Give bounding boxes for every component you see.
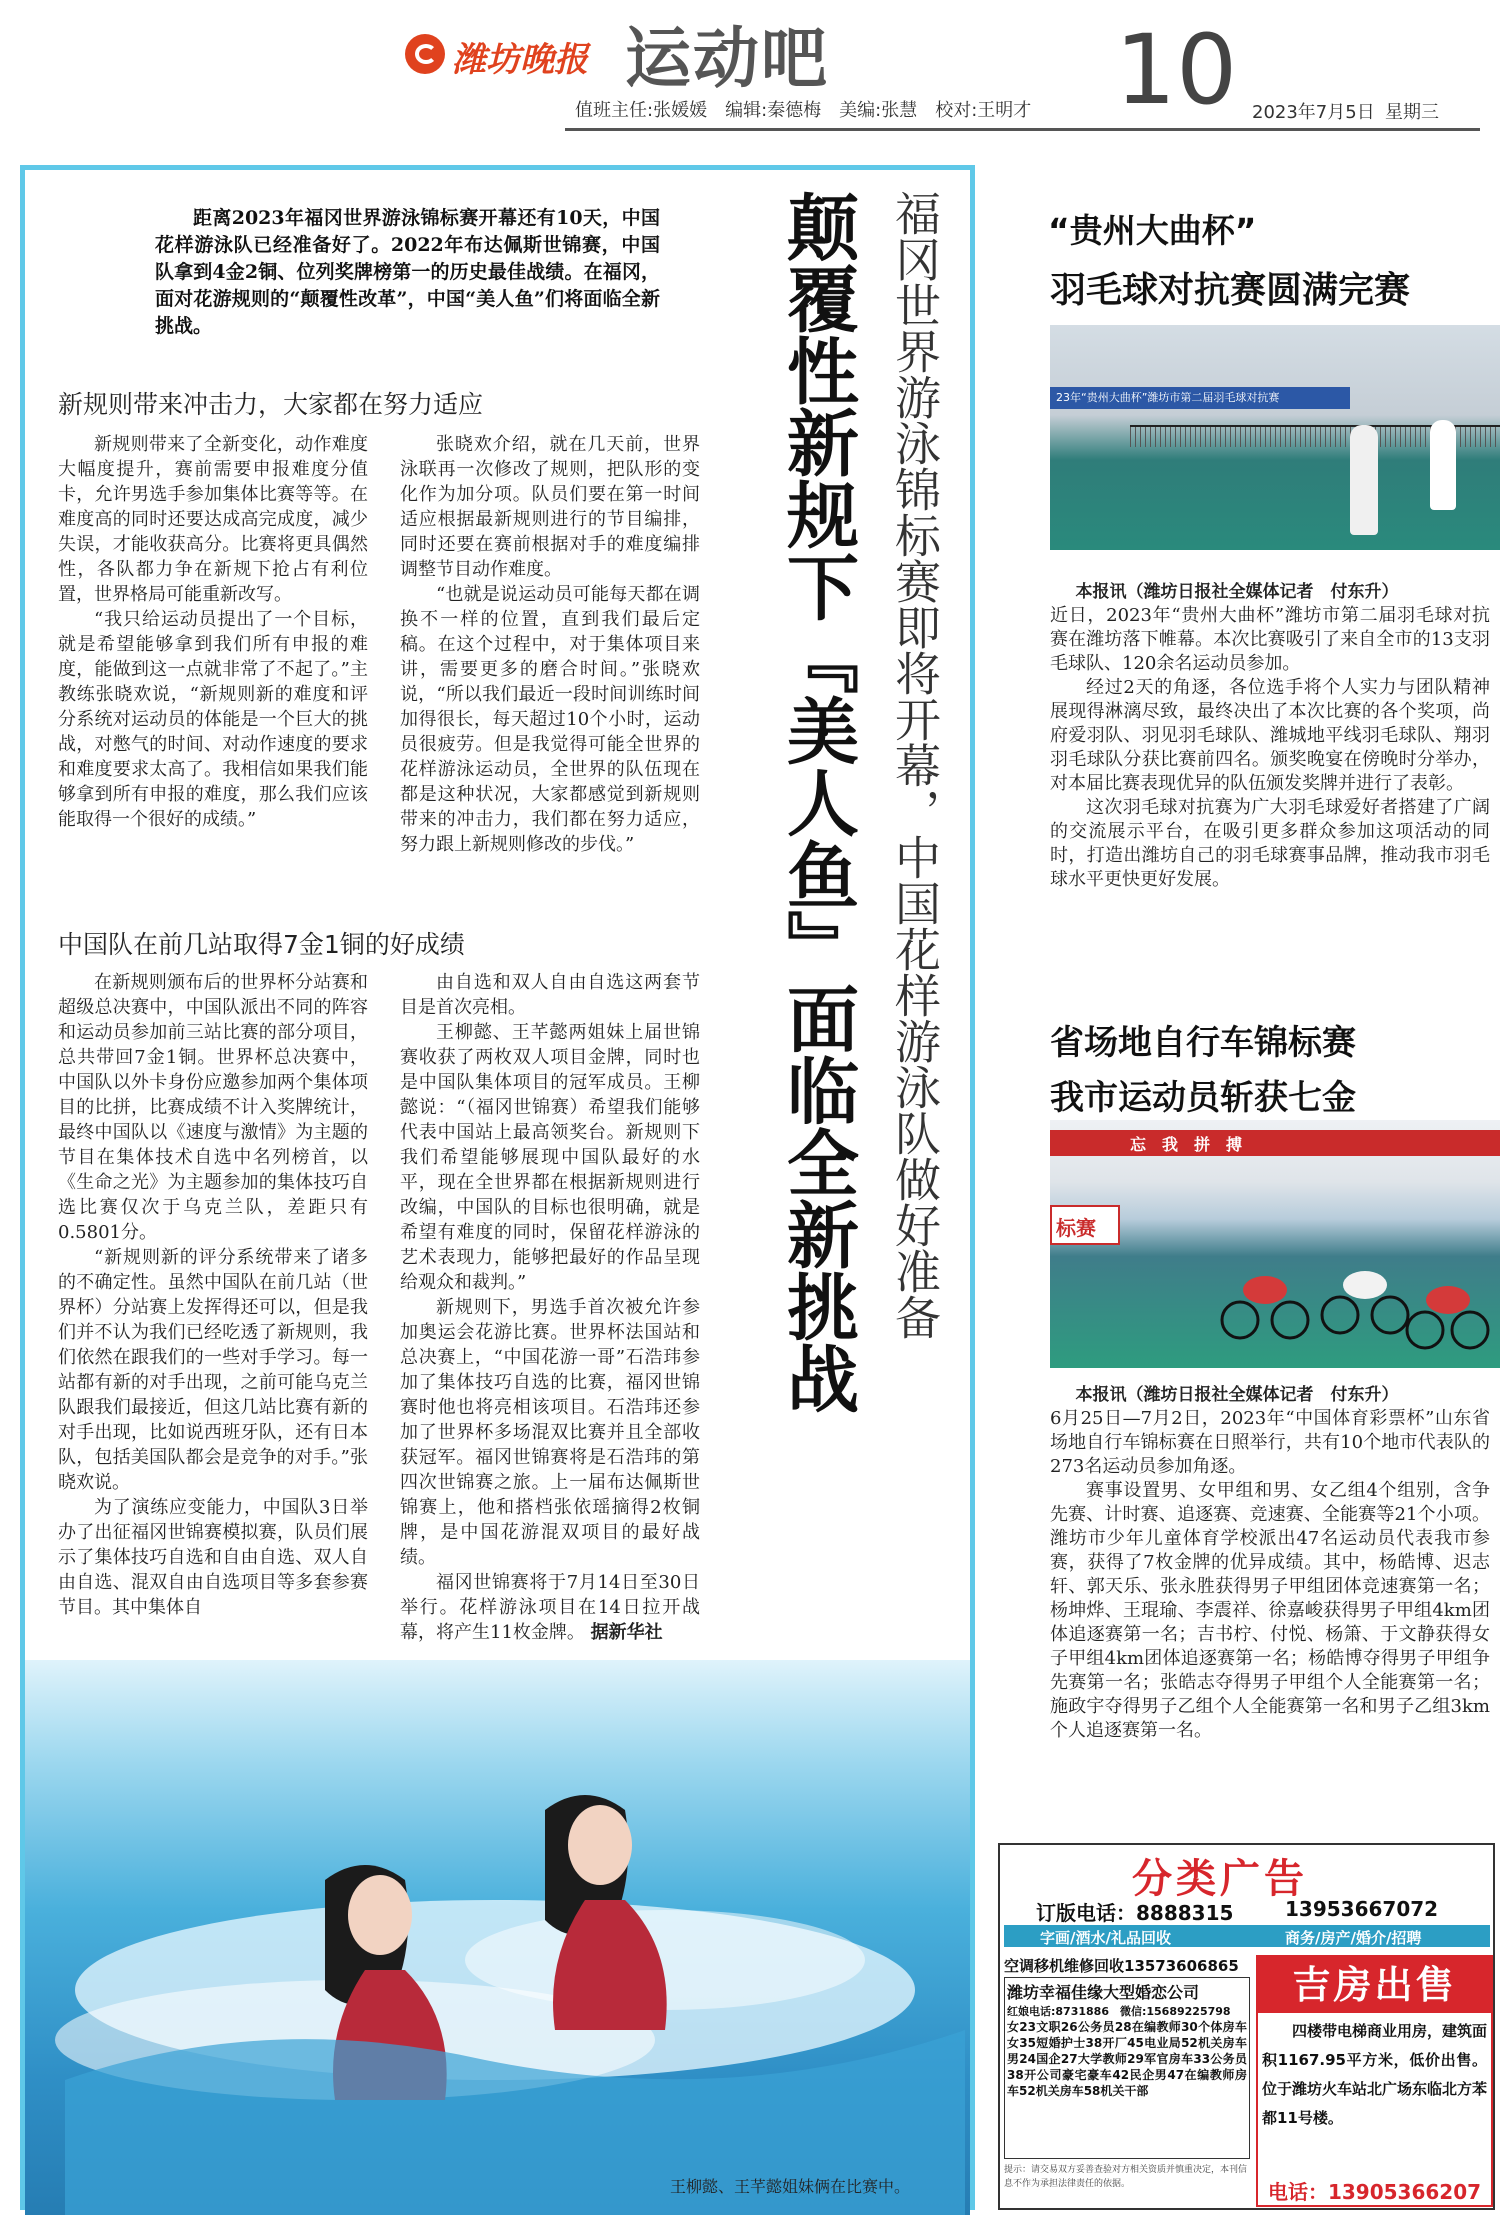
section-title: 运动吧 [625, 19, 829, 97]
subheading-new-rules: 新规则带来冲击力，大家都在努力适应 [58, 390, 484, 419]
article-column-2b [400, 970, 700, 1645]
paragraph: 这次羽毛球对抗赛为广大羽毛球爱好者搭建了广阔的交流展示平台，在吸引更多群众参加这项活动的同时，打造出潍坊自己的羽毛球赛事品牌，推动我市羽毛球水平更快更好发展。 [1050, 797, 1490, 890]
cycling-title-1: 省场地自行车锦标赛 [1050, 1023, 1356, 1063]
ad-ac-repair: 空调移机维修回收13573606865 [1004, 1957, 1239, 1975]
paragraph: 6月25日—7月2日，2023年“中国体育彩票杯”山东省场地自行车锦标赛在日照举行，共有10个地市代表队的273名运动员参加角逐。 [1050, 1408, 1490, 1477]
event-sign-text: 标赛 [1056, 1216, 1096, 1240]
paragraph: 新规则下，男选手首次被允许参加奥运会花游比赛。世界杯法国站和总决赛上，“中国花游一哥”石浩玮参加了集体技巧自选的比赛，福冈世锦赛时他也将亮相该项目。石浩玮还参加了世界杯多场混双比赛并且全部收获冠军。福冈世锦赛将是石浩玮的第四次世锦赛之旅。上一届布达佩斯世锦赛上，他和搭档张依瑶摘得2枚铜牌，是中国花游混双项目的最好战绩。 [400, 1297, 700, 1568]
paragraph: 张晓欢介绍，就在几天前，世界泳联再一次修改了规则，把队形的变化作为加分项。队员们要在第一时间适应根据最新规则进行的节目编排，同时还要在赛前根据对手的难度编排调整节目动作难度。 [400, 434, 700, 580]
cycling-photo [1050, 1120, 1500, 1368]
logo-emblem-icon-mark [415, 44, 437, 64]
badminton-photo [1050, 325, 1500, 550]
ads-category-1: 字画/酒水/礼品回收 [1040, 1929, 1171, 1947]
editors-line: 值班主任:张媛媛 编辑:秦德梅 美编:张慧 校对:王明才 [575, 100, 1032, 121]
ads-category-2: 商务/房产/婚介/招聘 [1285, 1929, 1422, 1947]
house-sale-phone: 电话：13905366207 [1267, 2180, 1482, 2204]
paragraph-text: 福冈世锦赛将于7月14日至30日举行。花样游泳项目在14日拉开战幕，将产生11枚金牌。 [400, 1572, 700, 1643]
player-figure [1430, 420, 1456, 510]
badminton-banner-text: 23年“贵州大曲杯”潍坊市第二届羽毛球对抗赛 [1056, 391, 1280, 404]
paragraph: 在新规则颁布后的世界杯分站赛和超级总决赛中，中国队派出不同的阵容和运动员参加前三站比赛的部分项目，总共带回7金1铜。世界杯总决赛中，中国队以外卡身份应邀参加两个集体项目的比拼，比赛成绩不计入奖牌统计，最终中国队以《速度与激情》为主题的节目在集体技术自选中名列榜首，以《生命之光》为主题参加的集体技巧自选比赛仅次于乌克兰队，差距只有0.5801分。 [58, 972, 368, 1243]
issue-weekday: 星期三 [1385, 102, 1439, 123]
paragraph: 由自选和双人自由自选这两套节目是首次亮相。 [400, 972, 700, 1018]
player-figure [1350, 425, 1378, 535]
swimming-photo [25, 1660, 970, 2215]
paragraph: “也就是说运动员可能每天都在调换不一样的位置，直到我们最后定稿。在这个过程中，对于集体项目来讲，需要更多的磨合时间。”张晓欢说，“所以我们最近一段时间训练时间加得很长，每天超过10个小时，运动员很疲劳。但是我觉得可能全世界的花样游泳运动员，全世界的队伍现在都是这种状况，大家都感觉到新规则带来的冲击力，我们都在努力适应，努力跟上新规则修改的步伐。” [400, 584, 700, 855]
page-number: 10 [1115, 14, 1238, 126]
paragraph: 近日，2023年“贵州大曲杯”潍坊市第二届羽毛球对抗赛在潍坊落下帷幕。本次比赛吸引了来自全市的13支羽毛球队、120余名运动员参加。 [1050, 605, 1490, 674]
article-column-1a [58, 432, 368, 832]
house-sale-title: 吉房出售 [1258, 1957, 1491, 2013]
paragraph: 经过2天的角逐，各位选手将个人实力与团队精神展现得淋漓尽致，最终决出了本次比赛的各个奖项，尚府爱羽队、羽见羽毛球队、潍城地平线羽毛球队、翔羽羽毛球队分获比赛前四名。颁奖晚宴在傍晚时分举办，对本届比赛表现优异的队伍颁发奖牌并进行了表彰。 [1050, 677, 1490, 794]
paragraph [400, 1570, 700, 1645]
ads-mobile: 13953667072 [1285, 1897, 1439, 1921]
classified-ads [998, 1843, 1495, 2210]
wedding-title: 潍坊幸福佳缘大型婚恋公司 [1007, 1983, 1200, 2002]
subheadline: 福冈世界游泳锦标赛即将开幕，中国花样游泳队做好准备 [888, 190, 942, 1340]
paragraph: “我只给运动员提出了一个目标，就是希望能够拿到我们所有申报的难度，能做到这一点就非常了不起了。”主教练张晓欢说，“新规则新的难度和评分系统对运动员的体能是一个巨大的挑战，对憋气的时间、对动作速度的要求和难度要求太高了。我相信如果我们能够拿到所有申报的难度，那么我们应该能取得一个很好的成绩。” [58, 609, 368, 830]
badminton-title-1: “贵州大曲杯” [1048, 211, 1257, 250]
ad-house-sale [1256, 1955, 1493, 2207]
paragraph: “新规则新的评分系统带来了诸多的不确定性。虽然中国队在前几站（世界杯）分站赛上发挥得还可以，但是我们并不认为我们已经吃透了新规则，我们依然在跟我们的一些对手学习。每一站都有新的对手出现，之前可能乌克兰队跟我们最接近，但这几站比赛有新的对手出现，比如说西班牙队，还有日本队，包括美国队都会是竞争的对手。”张晓欢说。 [58, 1247, 368, 1493]
cycling-article [1050, 1383, 1490, 1743]
wedding-phone: 红娘电话:8731886 微信:15689225798 [1007, 2005, 1231, 2018]
newspaper-logo: 潍坊晚报 [452, 40, 588, 80]
paragraph: 王柳懿、王芊懿两姐妹上届世锦赛收获了两枚双人项目金牌，同时也是中国队集体项目的冠军成员。王柳懿说：“（福冈世锦赛）希望我们能够代表中国站上最高领奖台。新规则下我们希望能够展现中国队最好的水平，现在全世界都在根据新规则进行改编，中国队的目标也很明确，就是希望有难度的同时，保留花样游泳的艺术表现力，能够把最好的作品呈现给观众和裁判。” [400, 1022, 700, 1293]
swimmers-illustration [25, 1660, 970, 2215]
lead-paragraph: 距离2023年福冈世界游泳锦标赛开幕还有10天，中国花样游泳队已经准备好了。2022年布达佩斯世锦赛，中国队拿到4金2铜、位列奖牌榜第一的历史最佳战绩。在福冈，面对花游规则的“颠覆性改革”，中国“美人鱼”们将面临全新挑战。 [155, 207, 660, 337]
cyclists-illustration [1050, 1120, 1500, 1368]
house-sale-text: 四楼带电梯商业用房，建筑面积1167.95平方米，低价出售。位于潍坊火车站北广场东临北方苯都11号楼。 [1262, 2022, 1488, 2127]
ads-order-phone: 订版电话：8888315 [1036, 1901, 1234, 1925]
paragraph: 新规则带来了全新变化，动作难度大幅度提升，赛前需要申报难度分值卡，允许男选手参加集体比赛等等。在难度高的同时还要达成高完成度，减少失误，才能收获高分。比赛将更具偶然性，各队都力争在新规下抢占有利位置，世界格局可能重新改写。 [58, 434, 368, 605]
byline: 据新华社 [590, 1622, 663, 1643]
subheading-results: 中国队在前几站取得7金1铜的好成绩 [58, 930, 465, 959]
stadium-banner-text: 忘 我 拼 搏 [1130, 1135, 1243, 1154]
reporter-line: 本报讯（潍坊日报社全媒体记者 付东升） [1075, 582, 1399, 602]
headline: 颠覆性新规下『美人鱼』面临全新挑战 [775, 190, 859, 1414]
cycling-title-2: 我市运动员斩获七金 [1050, 1078, 1356, 1118]
photo-caption: 王柳懿、王芊懿姐妹俩在比赛中。 [669, 2177, 910, 2196]
issue-date: 2023年7月5日 [1252, 102, 1375, 123]
paragraph: 为了演练应变能力，中国队3日举办了出征福冈世锦赛模拟赛，队员们展示了集体技巧自选和自由自选、双人自由自选、混双自由自选项目等多套参赛节目。其中集体自 [58, 1497, 368, 1618]
badminton-title-2: 羽毛球对抗赛圆满完赛 [1050, 270, 1411, 311]
masthead [0, 0, 1500, 155]
masthead-rule [565, 128, 1480, 131]
reporter-line: 本报讯（潍坊日报社全媒体记者 付东升） [1075, 1385, 1399, 1405]
badminton-article [1050, 580, 1490, 892]
article-column-1b [58, 970, 368, 1620]
ad-wedding [1004, 1977, 1250, 2159]
ads-title: 分类广告 [1132, 1856, 1308, 1902]
wedding-text: 女23文职26公务员28在编教师30个体房车女35短婚护士38开厂45电业局52机关房车男24国企27大学教师29军官房车33公务员38开公司豪宅豪车42民企男47在编教师房车52机关房车58机关干部 [1007, 2020, 1247, 2098]
paragraph: 赛事设置男、女甲组和男、女乙组4个组别，含争先赛、计时赛、追逐赛、竞速赛、全能赛等21个小项。潍坊市少年儿童体育学校派出47名运动员代表我市参赛，获得了7枚金牌的优异成绩。其中，杨皓博、迟志轩、郭天乐、张永胜获得男子甲组团体竞速赛第一名；杨坤烨、王琨瑜、李震祥、徐嘉峻获得男子甲组4km团体追逐赛第一名；吉书柠、付悦、杨箫、于文静获得女子甲组4km团体追逐赛第一名；杨皓博夺得男子甲组争先赛第一名；张皓志夺得男子甲组个人全能赛第一名；施政宇夺得男子乙组个人全能赛第一名和男子乙组3km个人追逐赛第一名。 [1050, 1480, 1490, 1741]
ad-notice: 提示：请交易双方妥善查验对方相关资质并慎重决定，本刊信息不作为承担法律责任的依据。 [1004, 2165, 1248, 2189]
article-column-2a [400, 432, 700, 857]
